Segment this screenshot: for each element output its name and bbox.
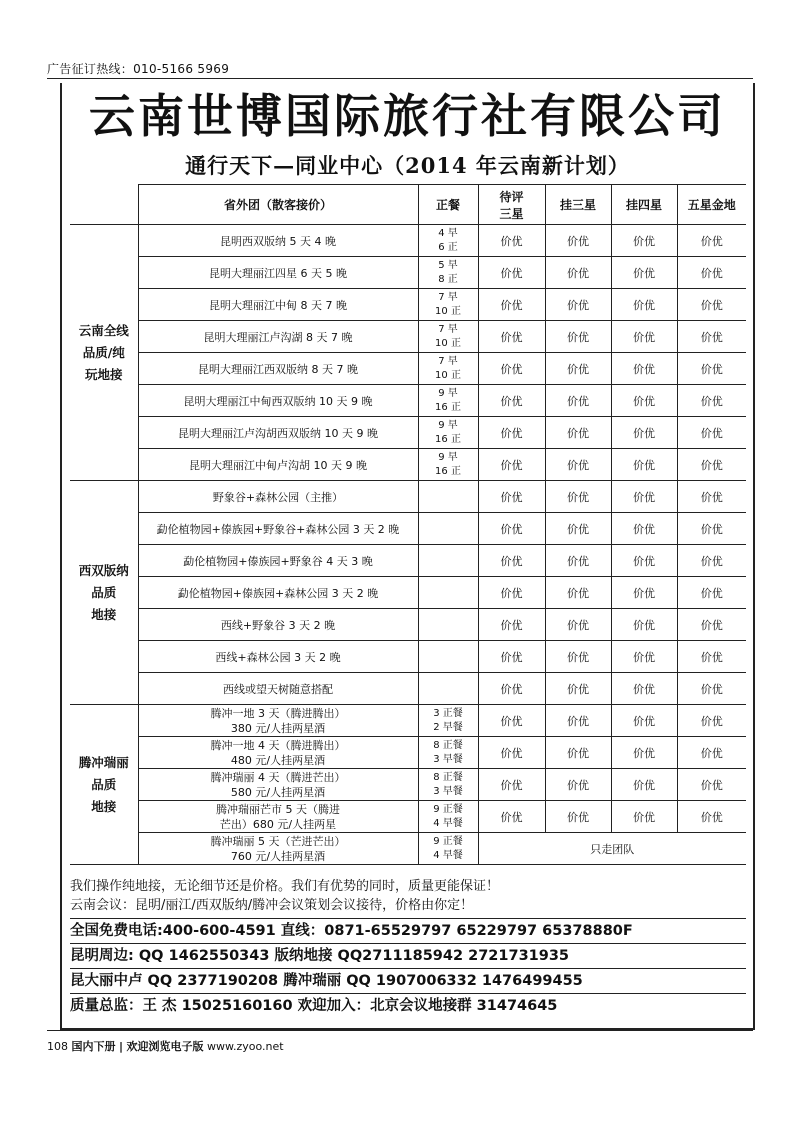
footer-tagline: 欢迎浏览电子版	[126, 1040, 204, 1053]
table-row	[70, 513, 746, 545]
table-header-row	[70, 185, 746, 225]
meal-line: 4 早	[438, 227, 458, 239]
price-cell: 价优	[611, 257, 677, 289]
price-cell: 价优	[611, 705, 677, 737]
header-tier-3star: 挂三星	[545, 185, 611, 225]
plan-subtitle: 通行天下—同业中心（2014 年云南新计划）	[185, 153, 630, 178]
region-label-line: 地接	[91, 798, 117, 814]
region-label-line: 玩地接	[84, 366, 123, 382]
region-cell	[70, 225, 138, 481]
region-label-line: 品质	[91, 584, 117, 600]
price-cell: 价优	[478, 417, 545, 449]
route-name-cell: 昆明大理丽江中甸西双版纳 10 天 9 晚	[138, 385, 418, 417]
note-line: 云南会议：昆明/丽江/西双版纳/腾冲会议策划会议接待，价格由你定！	[70, 898, 474, 913]
price-cell: 价优	[677, 609, 746, 641]
price-cell: 价优	[545, 769, 611, 801]
route-name-cell: 西线或望天树随意搭配	[138, 673, 418, 705]
price-cell: 价优	[478, 705, 545, 737]
price-cell: 价优	[545, 353, 611, 385]
price-cell: 价优	[611, 769, 677, 801]
meal-line: 2 早餐	[433, 721, 463, 733]
table-row	[70, 417, 746, 449]
price-cell: 价优	[677, 513, 746, 545]
notes	[70, 877, 746, 915]
meal-line: 7 早	[438, 291, 458, 303]
price-cell: 价优	[611, 801, 677, 833]
price-cell: 价优	[677, 769, 746, 801]
region-label-line: 云南全线	[78, 322, 129, 338]
meal-cell	[418, 481, 478, 513]
price-cell: 价优	[611, 609, 677, 641]
price-cell: 价优	[545, 737, 611, 769]
route-name-cell: 昆明大理丽江西双版纳 8 天 7 晚	[138, 353, 418, 385]
route-name-cell: 昆明大理丽江卢沟湖 8 天 7 晚	[138, 321, 418, 353]
price-cell: 价优	[677, 449, 746, 481]
price-cell: 价优	[677, 289, 746, 321]
meal-cell	[418, 289, 478, 321]
meal-line: 10 正	[435, 305, 461, 317]
route-name-line: 580 元/人挂两星酒	[230, 785, 326, 799]
price-cell: 价优	[478, 225, 545, 257]
table-row	[70, 737, 746, 769]
table-row	[70, 289, 746, 321]
table-row	[70, 225, 746, 257]
price-cell: 价优	[478, 577, 545, 609]
meal-cell	[418, 673, 478, 705]
price-cell: 价优	[611, 417, 677, 449]
route-name-cell	[138, 801, 418, 833]
meal-cell	[418, 257, 478, 289]
route-name-cell: 勐伦植物园+傣族园+野象谷 4 天 3 晚	[138, 545, 418, 577]
meal-line: 16 正	[435, 433, 461, 445]
note-line: 我们操作纯地接，无论细节还是价格。我们有优势的同时，质量更能保证！	[70, 879, 500, 894]
price-cell: 价优	[611, 737, 677, 769]
price-cell: 价优	[478, 513, 545, 545]
header-tier-unrated-line2: 三星	[499, 206, 524, 221]
meal-cell	[418, 801, 478, 833]
price-cell: 价优	[545, 481, 611, 513]
table-row	[70, 673, 746, 705]
footer-separator: |	[119, 1040, 124, 1053]
table-row	[70, 833, 746, 865]
price-cell: 价优	[677, 737, 746, 769]
price-cell: 价优	[677, 417, 746, 449]
contact-line: 质量总监：王 杰 15025160160 欢迎加入：北京会议地接群 31474645	[70, 993, 746, 1018]
price-cell: 价优	[611, 321, 677, 353]
table-row	[70, 609, 746, 641]
meal-line: 4 早餐	[433, 817, 463, 829]
region-label-line: 品质/纯	[82, 344, 125, 360]
price-cell: 价优	[677, 673, 746, 705]
table-row	[70, 705, 746, 737]
price-cell: 价优	[545, 609, 611, 641]
contact-line: 昆明周边: QQ 1462550343 版纳地接 QQ2711185942 2721731935	[70, 943, 746, 968]
meal-cell	[418, 417, 478, 449]
route-name-line: 腾冲瑞丽 4 天（腾进芒出）	[210, 770, 346, 784]
meal-cell	[418, 705, 478, 737]
price-cell: 价优	[611, 481, 677, 513]
page-footer	[47, 1038, 284, 1054]
price-cell: 价优	[478, 545, 545, 577]
meal-cell	[418, 513, 478, 545]
table-row	[70, 545, 746, 577]
meal-line: 9 正餐	[433, 803, 463, 815]
meal-cell	[418, 577, 478, 609]
price-cell: 价优	[677, 641, 746, 673]
contact-line: 昆大丽中卢 QQ 2377190208 腾冲瑞丽 QQ 1907006332 1476499455	[70, 968, 746, 993]
company-name: 云南世博国际旅行社有限公司	[89, 89, 726, 143]
route-name-cell: 昆明西双版纳 5 天 4 晚	[138, 225, 418, 257]
price-cell: 价优	[677, 545, 746, 577]
table-row	[70, 257, 746, 289]
route-name-line: 芒出）680 元/人挂两星	[219, 817, 337, 831]
price-cell: 价优	[611, 449, 677, 481]
meal-cell	[418, 385, 478, 417]
header-tier-5star: 五星金地	[677, 185, 746, 225]
price-cell: 价优	[677, 705, 746, 737]
price-table	[70, 184, 746, 865]
route-name-line: 腾冲一地 3 天（腾进腾出）	[210, 706, 346, 720]
meal-line: 8 正餐	[433, 739, 463, 751]
meal-line: 7 早	[438, 355, 458, 367]
price-cell: 价优	[677, 321, 746, 353]
price-cell: 价优	[478, 289, 545, 321]
price-cell: 价优	[545, 705, 611, 737]
meal-line: 8 正	[438, 273, 458, 285]
meal-line: 3 早餐	[433, 753, 463, 765]
route-name-cell: 昆明大理丽江卢沟胡西双版纳 10 天 9 晚	[138, 417, 418, 449]
price-cell: 价优	[545, 321, 611, 353]
price-cell: 价优	[478, 449, 545, 481]
price-cell: 价优	[478, 609, 545, 641]
price-cell: 价优	[545, 673, 611, 705]
price-cell: 价优	[545, 257, 611, 289]
route-name-line: 480 元/人挂两星酒	[230, 753, 326, 767]
price-cell: 价优	[677, 577, 746, 609]
footer-website: www.zyoo.net	[207, 1040, 284, 1053]
header-blank	[70, 185, 138, 225]
meal-line: 8 正餐	[433, 771, 463, 783]
meal-line: 4 早餐	[433, 849, 463, 861]
route-name-line: 腾冲瑞丽 5 天（芒进芒出）	[210, 834, 346, 848]
header-meal: 正餐	[418, 185, 478, 225]
meal-line: 16 正	[435, 401, 461, 413]
price-cell: 价优	[611, 353, 677, 385]
route-name-cell	[138, 769, 418, 801]
header-route: 省外团（散客接价）	[138, 185, 418, 225]
meal-line: 10 正	[435, 369, 461, 381]
ad-hotline: 广告征订热线：010-5166 5969	[47, 62, 230, 76]
route-name-cell: 野象谷+森林公园（主推）	[138, 481, 418, 513]
price-cell: 价优	[545, 513, 611, 545]
table-row	[70, 385, 746, 417]
price-cell: 价优	[545, 577, 611, 609]
route-name-line: 腾冲瑞丽芒市 5 天（腾进	[216, 802, 340, 816]
price-cell: 价优	[611, 513, 677, 545]
meal-line: 6 正	[438, 241, 458, 253]
meal-line: 7 早	[438, 323, 458, 335]
bottom-rule	[47, 1030, 753, 1031]
header-tier-unrated	[478, 185, 545, 225]
price-cell: 价优	[478, 385, 545, 417]
route-name-line: 380 元/人挂两星酒	[230, 721, 326, 735]
table-row	[70, 321, 746, 353]
meal-cell	[418, 321, 478, 353]
price-cell: 价优	[478, 257, 545, 289]
price-cell: 价优	[478, 737, 545, 769]
price-cell: 价优	[611, 641, 677, 673]
price-cell: 价优	[545, 545, 611, 577]
header-tier-4star: 挂四星	[611, 185, 677, 225]
meal-line: 9 早	[438, 419, 458, 431]
route-name-line: 腾冲一地 4 天（腾进腾出）	[210, 738, 346, 752]
meal-line: 16 正	[435, 465, 461, 477]
price-cell: 价优	[677, 225, 746, 257]
meal-cell	[418, 737, 478, 769]
price-cell: 价优	[677, 385, 746, 417]
route-name-line: 760 元/人挂两星酒	[230, 849, 326, 863]
table-row	[70, 769, 746, 801]
meal-line: 10 正	[435, 337, 461, 349]
table-row	[70, 801, 746, 833]
table-row	[70, 641, 746, 673]
price-cell: 价优	[611, 289, 677, 321]
meal-line: 3 正餐	[433, 707, 463, 719]
contact-line: 全国免费电话:400-600-4591 直线：0871-65529797 65229797 65378880F	[70, 918, 746, 943]
header-tier-unrated-line1: 待评	[499, 189, 524, 204]
price-cell: 价优	[611, 577, 677, 609]
price-cell: 价优	[545, 225, 611, 257]
page-number: 108	[47, 1040, 68, 1053]
meal-cell	[418, 609, 478, 641]
price-cell: 价优	[478, 481, 545, 513]
price-cell: 价优	[677, 801, 746, 833]
price-cell: 价优	[545, 385, 611, 417]
meal-line: 9 正餐	[433, 835, 463, 847]
price-cell: 价优	[545, 641, 611, 673]
meal-line: 3 早餐	[433, 785, 463, 797]
table-row	[70, 577, 746, 609]
price-cell: 价优	[677, 353, 746, 385]
price-cell: 价优	[611, 673, 677, 705]
route-name-cell: 西线+森林公园 3 天 2 晚	[138, 641, 418, 673]
table-row	[70, 481, 746, 513]
region-cell	[70, 481, 138, 705]
route-name-cell	[138, 833, 418, 865]
price-cell: 价优	[611, 225, 677, 257]
region-cell	[70, 705, 138, 865]
price-cell: 价优	[478, 769, 545, 801]
meal-cell	[418, 545, 478, 577]
route-name-cell	[138, 737, 418, 769]
route-name-cell: 西线+野象谷 3 天 2 晚	[138, 609, 418, 641]
route-name-cell: 勐伦植物园+傣族园+森林公园 3 天 2 晚	[138, 577, 418, 609]
price-cell: 价优	[677, 481, 746, 513]
contacts	[70, 918, 746, 1018]
meal-line: 9 早	[438, 451, 458, 463]
price-cell: 价优	[478, 641, 545, 673]
price-cell: 价优	[478, 353, 545, 385]
top-rule	[47, 78, 753, 79]
meal-line: 9 早	[438, 387, 458, 399]
table-row	[70, 449, 746, 481]
section-name: 国内下册	[71, 1040, 116, 1053]
meal-line: 5 早	[438, 259, 458, 271]
table-row	[70, 353, 746, 385]
meal-cell	[418, 833, 478, 865]
region-label-line: 腾冲瑞丽	[78, 754, 129, 770]
team-only-note: 只走团队	[478, 833, 746, 865]
region-label-line: 西双版纳	[78, 562, 129, 578]
route-name-cell: 勐伦植物园+傣族园+野象谷+森林公园 3 天 2 晚	[138, 513, 418, 545]
price-cell: 价优	[677, 257, 746, 289]
price-cell: 价优	[478, 673, 545, 705]
meal-cell	[418, 769, 478, 801]
price-cell: 价优	[478, 321, 545, 353]
price-cell: 价优	[611, 545, 677, 577]
route-name-cell: 昆明大理丽江中甸卢沟胡 10 天 9 晚	[138, 449, 418, 481]
meal-cell	[418, 225, 478, 257]
region-label-line: 地接	[91, 606, 117, 622]
price-cell: 价优	[545, 801, 611, 833]
route-name-cell: 昆明大理丽江四星 6 天 5 晚	[138, 257, 418, 289]
route-name-cell	[138, 705, 418, 737]
meal-cell	[418, 449, 478, 481]
price-cell: 价优	[545, 289, 611, 321]
price-cell: 价优	[545, 417, 611, 449]
price-cell: 价优	[478, 801, 545, 833]
price-cell: 价优	[611, 385, 677, 417]
meal-cell	[418, 353, 478, 385]
meal-cell	[418, 641, 478, 673]
price-cell: 价优	[545, 449, 611, 481]
route-name-cell: 昆明大理丽江中甸 8 天 7 晚	[138, 289, 418, 321]
region-label-line: 品质	[91, 776, 117, 792]
